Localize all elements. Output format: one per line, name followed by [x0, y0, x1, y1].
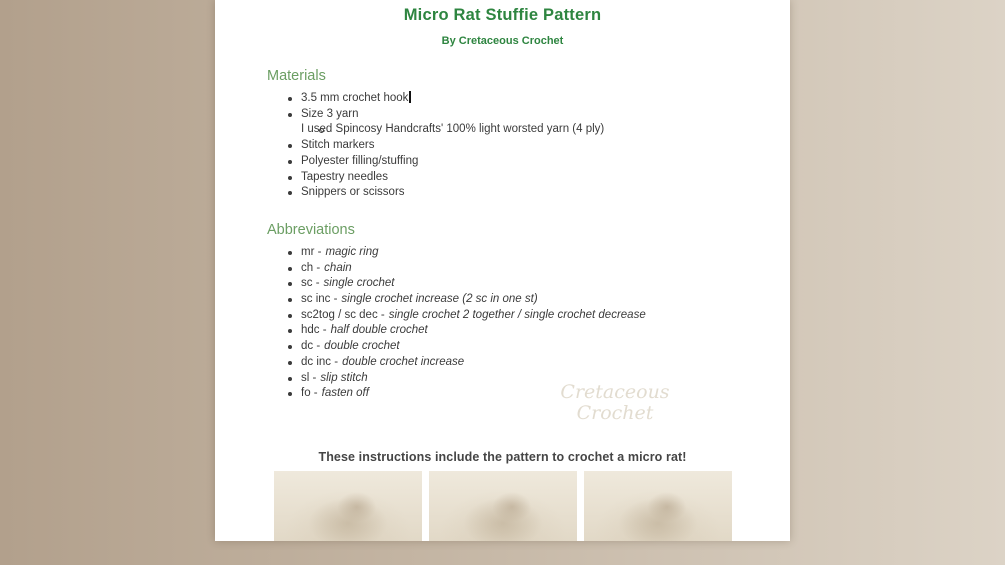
- abbr-definition[interactable]: single crochet increase (2 sc in one st): [341, 293, 538, 306]
- list-item[interactable]: [285, 91, 790, 107]
- abbr-term[interactable]: sl -: [301, 371, 317, 384]
- list-sub-item[interactable]: [285, 122, 790, 138]
- abbr-definition[interactable]: single crochet: [323, 277, 395, 290]
- bullet-icon: [288, 113, 292, 117]
- abbr-item[interactable]: [285, 371, 790, 387]
- list-item-text[interactable]: Snippers or scissors: [301, 186, 405, 199]
- bullet-icon: [288, 251, 292, 255]
- abbr-definition[interactable]: single crochet 2 together / single crochet decrease: [388, 308, 646, 321]
- abbr-item[interactable]: [285, 308, 790, 324]
- abbr-term[interactable]: fo -: [301, 387, 318, 400]
- abbreviations-heading[interactable]: Abbreviations: [267, 221, 355, 238]
- abbr-definition[interactable]: fasten off: [321, 387, 369, 400]
- bullet-icon: [288, 144, 292, 148]
- abbr-definition[interactable]: double crochet increase: [342, 355, 465, 368]
- abbr-item[interactable]: [285, 355, 790, 371]
- abbr-item[interactable]: [285, 323, 790, 339]
- abbr-definition[interactable]: double crochet: [324, 340, 400, 353]
- rat-photo-1[interactable]: [274, 471, 422, 541]
- bullet-icon: [288, 314, 292, 318]
- list-item-text[interactable]: 3.5 mm crochet hook: [301, 92, 409, 104]
- abbr-term[interactable]: ch -: [301, 261, 321, 274]
- list-item-text[interactable]: Stitch markers: [301, 139, 375, 152]
- list-item[interactable]: [285, 154, 790, 170]
- abbr-item[interactable]: [285, 292, 790, 308]
- instructions-text[interactable]: These instructions include the pattern to crochet a micro rat!: [318, 449, 687, 464]
- abbr-term[interactable]: dc inc -: [301, 355, 339, 368]
- abbr-term[interactable]: mr -: [301, 245, 322, 258]
- abbreviations-list: [285, 245, 790, 402]
- materials-list: [285, 91, 790, 201]
- bullet-icon: [288, 160, 292, 164]
- list-item-text[interactable]: Tapestry needles: [301, 170, 388, 183]
- bullet-icon: [288, 282, 292, 286]
- list-item-text[interactable]: Size 3 yarn: [301, 107, 359, 120]
- doc-subtitle[interactable]: By Cretaceous Crochet: [441, 35, 564, 47]
- abbr-item[interactable]: [285, 276, 790, 292]
- list-item-text[interactable]: I used Spincosy Handcrafts' 100% light worsted yarn (4 ply): [301, 123, 605, 136]
- bullet-icon: [288, 361, 292, 365]
- hollow-bullet-icon: [319, 128, 324, 133]
- doc-title[interactable]: Micro Rat Stuffie Pattern: [403, 6, 602, 24]
- abbr-term[interactable]: sc2tog / sc dec -: [301, 308, 385, 321]
- bullet-icon: [288, 392, 292, 396]
- bullet-icon: [288, 329, 292, 333]
- abbr-term[interactable]: hdc -: [301, 324, 327, 337]
- bullet-icon: [288, 377, 292, 381]
- bullet-icon: [288, 191, 292, 195]
- bullet-icon: [288, 97, 292, 101]
- list-item-text[interactable]: Polyester filling/stuffing: [301, 154, 419, 167]
- list-item[interactable]: [285, 185, 790, 201]
- document-page[interactable]: [215, 0, 790, 541]
- bullet-icon: [288, 176, 292, 180]
- materials-heading[interactable]: Materials: [267, 68, 326, 84]
- abbr-term[interactable]: sc inc -: [301, 293, 338, 306]
- abbr-term[interactable]: dc -: [301, 340, 321, 353]
- rat-photo-3[interactable]: [584, 471, 732, 541]
- bullet-icon: [288, 267, 292, 271]
- bullet-icon: [288, 298, 292, 302]
- abbr-term[interactable]: sc -: [301, 277, 320, 290]
- abbr-definition[interactable]: chain: [324, 261, 352, 274]
- list-item[interactable]: [285, 170, 790, 186]
- rat-photo-2[interactable]: [429, 471, 577, 541]
- abbr-definition[interactable]: slip stitch: [320, 371, 368, 384]
- text-cursor-caret: [409, 91, 411, 103]
- watermark-line1: Cretaceous: [560, 381, 670, 403]
- abbr-item[interactable]: [285, 386, 790, 402]
- abbr-item[interactable]: [285, 245, 790, 261]
- list-item[interactable]: [285, 138, 790, 154]
- photo-row: [215, 471, 790, 541]
- abbr-item[interactable]: [285, 339, 790, 355]
- list-item[interactable]: [285, 107, 790, 123]
- bullet-icon: [288, 345, 292, 349]
- abbr-definition[interactable]: half double crochet: [330, 324, 428, 337]
- watermark-line2: Crochet: [576, 402, 654, 424]
- abbr-definition[interactable]: magic ring: [325, 245, 379, 258]
- abbr-item[interactable]: [285, 261, 790, 277]
